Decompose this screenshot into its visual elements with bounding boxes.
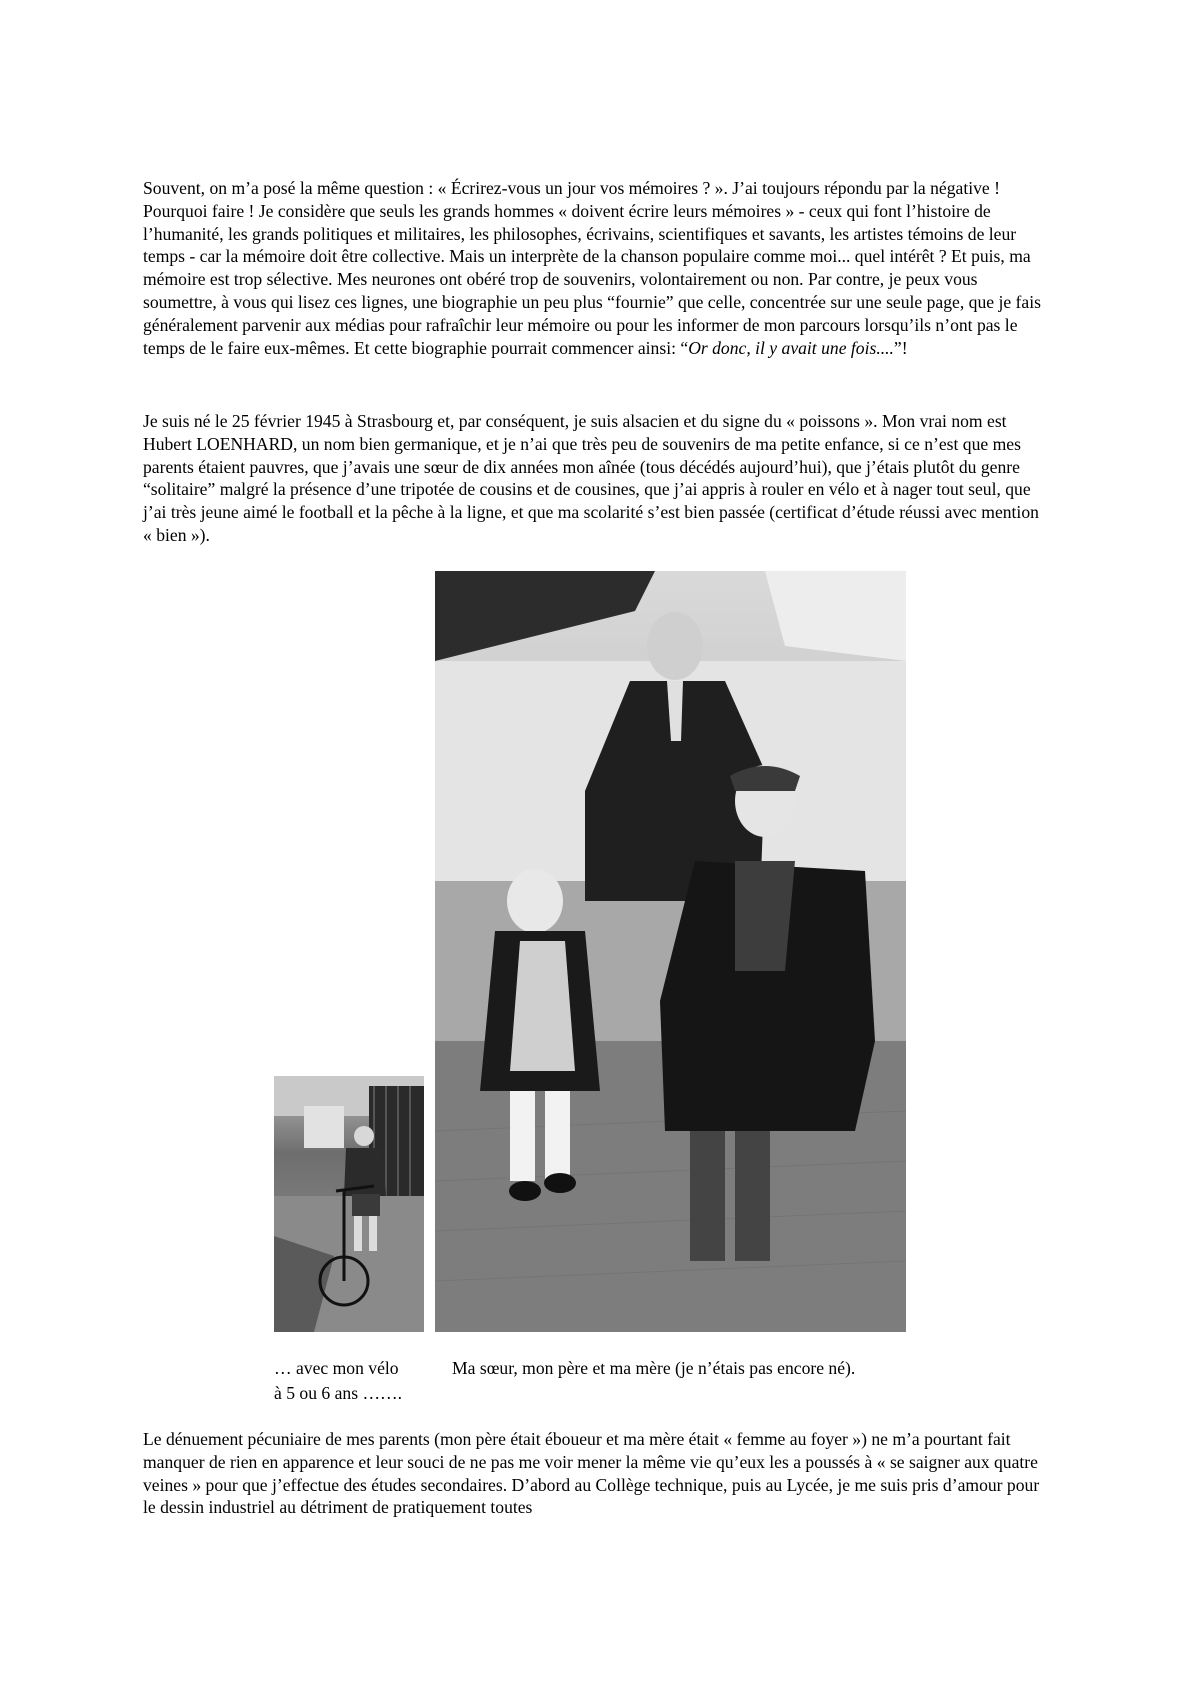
birth-paragraph: Je suis né le 25 février 1945 à Strasbourg et, par conséquent, je suis alsacien et du signe du « poissons ». Mon vrai nom est Hubert LOENHARD, un nom bien germanique, et je n’ai que très peu de souvenirs de ma petite enfance, si ce n’est que mes parents étaient pauvres, que j’avais une sœur de dix années mon aînée (tous décédés aujourd’hui), que j’étais plutôt du genre “solitaire” malgré la présence d’une tripotée de cousins et de cousines, que j’ai appris à rouler en vélo et à nager tout seul, que j’ai très jeune aimé le football et la pêche à la ligne, et que ma scolarité s’est bien passée (certificat d’étude réussi avec mention « bien »). [143,411,1039,545]
intro-paragraph [143,177,1050,359]
bicycle-photo-caption [274,1356,444,1406]
intro-text-end: ”! [893,337,908,358]
boy-on-bicycle-photo [274,1076,424,1332]
studies-paragraph: Le dénuement pécuniaire de mes parents (mon père était éboueur et ma mère était « femme au foyer ») ne m’a pourtant fait manquer de rien en apparence et leur souci de ne pas me voir mener la même vie qu’eux les a poussés à « se saigner aux quatre veines » pour que j’effectue des études secondaires. D’abord au Collège technique, puis au Lycée, je me suis pris d’amour pour le dessin industriel au détriment de pratiquement toutes [143,1429,1040,1518]
family-photo-caption: Ma sœur, mon père et ma mère (je n’étais pas encore né). [452,1358,856,1378]
intro-text: Souvent, on m’a posé la même question : « Écrirez-vous un jour vos mémoires ? ». J’ai toujours répondu par la négative ! Pourquoi faire ! Je considère que seuls les grands hommes « doivent écrire leurs mémoires » - ceux qui font l’histoire de l’humanité, les grands politiques et militaires, les philosophes, écrivains, scientifiques et savants, les artistes témoins de leur temps - car la mémoire doit être collective. Mais un interprète de la chanson populaire comme moi... quel intérêt ? Et puis, ma mémoire est trop sélective. Mes neurones ont obéré trop de souvenirs, volontairement ou non. Par contre, je peux vous soumettre, à vous qui lisez ces lignes, une biographie un peu plus “fournie” que celle, concentrée sur une seule page, que je fais généralement parvenir aux médias pour rafraîchir leur mémoire ou pour les informer de mon parcours lorsqu’ils n’ont pas le temps de le faire eux-mêmes. Et cette biographie pourrait commencer ainsi: “ [143,178,1041,358]
intro-italic-quote: Or donc, il y avait une fois.... [688,337,894,358]
family-photo [435,571,906,1332]
bicycle-caption-line2: à 5 ou 6 ans ……. [274,1383,403,1403]
bicycle-caption-line1: … avec mon vélo [274,1358,399,1378]
